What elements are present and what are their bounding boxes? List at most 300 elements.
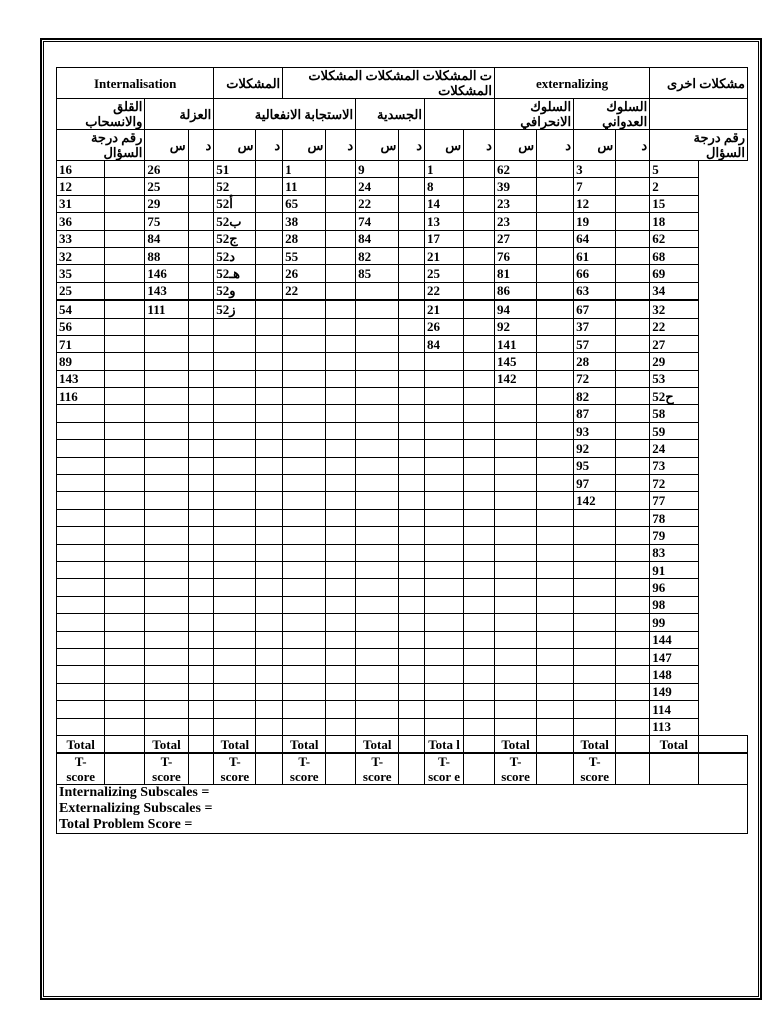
table-cell[interactable]: [188, 300, 214, 318]
table-cell: [574, 683, 616, 700]
table-cell[interactable]: [464, 422, 495, 439]
table-cell[interactable]: [256, 300, 283, 318]
tscore-value[interactable]: [326, 753, 356, 785]
table-cell[interactable]: [256, 195, 283, 212]
table-cell[interactable]: [537, 265, 574, 282]
table-cell[interactable]: [188, 230, 214, 247]
table-cell[interactable]: [537, 648, 574, 665]
table-cell[interactable]: [188, 631, 214, 648]
table-cell[interactable]: [256, 701, 283, 718]
table-cell[interactable]: [616, 370, 650, 387]
table-cell[interactable]: [256, 230, 283, 247]
table-cell[interactable]: [399, 666, 425, 683]
table-cell[interactable]: [256, 265, 283, 282]
table-cell[interactable]: [105, 370, 145, 387]
table-cell[interactable]: [256, 213, 283, 230]
table-cell: [283, 370, 326, 387]
table-cell[interactable]: [256, 579, 283, 596]
table-cell[interactable]: [537, 335, 574, 352]
table-cell: 93: [574, 422, 616, 439]
table-cell[interactable]: [105, 353, 145, 370]
table-cell[interactable]: [105, 213, 145, 230]
table-cell[interactable]: [616, 422, 650, 439]
table-cell[interactable]: [188, 666, 214, 683]
table-cell[interactable]: [326, 614, 356, 631]
table-cell[interactable]: [188, 195, 214, 212]
table-cell[interactable]: [464, 561, 495, 578]
table-cell[interactable]: [105, 509, 145, 526]
table-cell[interactable]: [399, 561, 425, 578]
table-cell[interactable]: [464, 405, 495, 422]
table-cell[interactable]: [326, 230, 356, 247]
table-cell[interactable]: [105, 492, 145, 509]
table-cell[interactable]: [616, 648, 650, 665]
table-cell[interactable]: [188, 544, 214, 561]
table-cell[interactable]: [326, 648, 356, 665]
tscore-value[interactable]: [105, 753, 145, 785]
table-cell[interactable]: [464, 527, 495, 544]
table-cell[interactable]: [464, 492, 495, 509]
table-cell[interactable]: [616, 701, 650, 718]
table-cell[interactable]: [326, 527, 356, 544]
table-cell[interactable]: [105, 666, 145, 683]
table-cell: [145, 631, 188, 648]
table-cell[interactable]: [464, 440, 495, 457]
table-cell[interactable]: [326, 683, 356, 700]
table-cell[interactable]: [399, 353, 425, 370]
table-cell[interactable]: [188, 335, 214, 352]
table-cell[interactable]: [399, 509, 425, 526]
table-cell[interactable]: [188, 492, 214, 509]
table-cell[interactable]: [464, 631, 495, 648]
table-cell[interactable]: [464, 509, 495, 526]
table-cell[interactable]: [105, 596, 145, 613]
table-cell[interactable]: [105, 457, 145, 474]
table-cell[interactable]: [326, 701, 356, 718]
table-cell[interactable]: [256, 614, 283, 631]
total-value[interactable]: [698, 735, 748, 753]
aggressive-header: السلوك العدواني: [574, 99, 650, 130]
table-cell[interactable]: [464, 614, 495, 631]
table-cell[interactable]: [105, 614, 145, 631]
table-cell[interactable]: [464, 318, 495, 335]
table-cell[interactable]: [616, 318, 650, 335]
table-cell[interactable]: [256, 596, 283, 613]
table-cell[interactable]: [464, 247, 495, 264]
table-cell[interactable]: [105, 422, 145, 439]
table-cell[interactable]: [464, 683, 495, 700]
table-cell[interactable]: [399, 544, 425, 561]
table-cell[interactable]: [399, 405, 425, 422]
table-cell[interactable]: [399, 631, 425, 648]
table-cell[interactable]: [399, 161, 425, 178]
table-cell[interactable]: [464, 596, 495, 613]
table-cell[interactable]: [326, 492, 356, 509]
table-cell[interactable]: [464, 701, 495, 718]
table-cell[interactable]: [326, 247, 356, 264]
table-cell[interactable]: [399, 683, 425, 700]
table-cell[interactable]: [616, 265, 650, 282]
table-cell[interactable]: [256, 405, 283, 422]
table-cell[interactable]: [399, 475, 425, 492]
table-cell[interactable]: [188, 388, 214, 405]
table-cell[interactable]: [616, 579, 650, 596]
table-cell[interactable]: [616, 335, 650, 352]
table-cell[interactable]: [105, 475, 145, 492]
table-cell[interactable]: [188, 614, 214, 631]
table-cell[interactable]: [326, 195, 356, 212]
table-cell[interactable]: [326, 282, 356, 300]
table-cell[interactable]: [188, 370, 214, 387]
table-cell[interactable]: [399, 718, 425, 735]
table-cell[interactable]: [537, 353, 574, 370]
table-row: [57, 440, 748, 457]
table-cell[interactable]: [537, 544, 574, 561]
table-cell[interactable]: [256, 370, 283, 387]
table-cell[interactable]: [105, 718, 145, 735]
table-cell[interactable]: [616, 353, 650, 370]
table-cell[interactable]: [399, 492, 425, 509]
tscore-value[interactable]: [616, 753, 650, 785]
table-cell[interactable]: [326, 631, 356, 648]
table-cell[interactable]: [399, 247, 425, 264]
table-cell[interactable]: [326, 405, 356, 422]
table-cell[interactable]: [188, 561, 214, 578]
table-cell[interactable]: [188, 440, 214, 457]
scoring-table: [56, 67, 748, 834]
table-cell[interactable]: [326, 596, 356, 613]
total-value[interactable]: [464, 735, 495, 753]
table-cell[interactable]: [464, 353, 495, 370]
table-cell[interactable]: [256, 561, 283, 578]
table-cell[interactable]: [616, 614, 650, 631]
table-cell[interactable]: [326, 718, 356, 735]
table-cell[interactable]: [105, 561, 145, 578]
table-cell[interactable]: [399, 195, 425, 212]
table-cell[interactable]: [616, 213, 650, 230]
tscore-value[interactable]: [256, 753, 283, 785]
table-cell[interactable]: [188, 701, 214, 718]
table-cell[interactable]: [616, 457, 650, 474]
table-cell[interactable]: [105, 247, 145, 264]
table-cell[interactable]: [464, 195, 495, 212]
table-cell[interactable]: [326, 370, 356, 387]
table-cell[interactable]: [537, 300, 574, 318]
table-cell[interactable]: [188, 161, 214, 178]
table-cell[interactable]: [616, 388, 650, 405]
table-cell[interactable]: [256, 282, 283, 300]
table-cell[interactable]: [326, 666, 356, 683]
table-cell[interactable]: [537, 579, 574, 596]
table-cell[interactable]: [105, 335, 145, 352]
table-cell[interactable]: [616, 492, 650, 509]
table-cell[interactable]: [616, 195, 650, 212]
table-cell[interactable]: [537, 422, 574, 439]
table-cell[interactable]: [399, 614, 425, 631]
table-cell[interactable]: [326, 161, 356, 178]
tscore-value[interactable]: [188, 753, 214, 785]
table-cell[interactable]: [188, 579, 214, 596]
table-cell: 1: [283, 161, 326, 178]
table-cell[interactable]: [105, 701, 145, 718]
table-cell[interactable]: [256, 631, 283, 648]
table-cell[interactable]: [464, 161, 495, 178]
table-cell[interactable]: [256, 178, 283, 195]
table-cell[interactable]: [464, 178, 495, 195]
table-cell[interactable]: [537, 230, 574, 247]
table-cell[interactable]: [105, 265, 145, 282]
table-cell[interactable]: [326, 300, 356, 318]
table-cell: [214, 527, 256, 544]
table-cell[interactable]: [399, 701, 425, 718]
table-cell[interactable]: [616, 230, 650, 247]
table-cell[interactable]: [188, 527, 214, 544]
table-cell[interactable]: [105, 282, 145, 300]
table-cell[interactable]: [256, 457, 283, 474]
table-cell[interactable]: [537, 475, 574, 492]
table-cell[interactable]: [326, 318, 356, 335]
table-cell[interactable]: [616, 561, 650, 578]
table-cell[interactable]: [616, 300, 650, 318]
table-cell[interactable]: [188, 282, 214, 300]
table-cell[interactable]: [399, 318, 425, 335]
tscore-label: T- scor e: [425, 753, 464, 785]
table-cell[interactable]: [464, 370, 495, 387]
table-cell[interactable]: [616, 596, 650, 613]
table-cell[interactable]: [256, 683, 283, 700]
table-cell[interactable]: [399, 422, 425, 439]
table-cell[interactable]: [537, 405, 574, 422]
table-cell: [356, 527, 399, 544]
s-label: س: [283, 130, 326, 161]
table-cell[interactable]: [105, 161, 145, 178]
table-cell[interactable]: [326, 178, 356, 195]
table-cell[interactable]: [616, 440, 650, 457]
table-cell: 5: [650, 161, 698, 178]
table-cell[interactable]: [188, 405, 214, 422]
total-value[interactable]: [537, 735, 574, 753]
table-cell[interactable]: [256, 318, 283, 335]
table-cell[interactable]: [537, 631, 574, 648]
table-cell[interactable]: [188, 718, 214, 735]
table-cell[interactable]: [537, 492, 574, 509]
table-cell[interactable]: [464, 579, 495, 596]
table-cell[interactable]: [537, 718, 574, 735]
table-cell[interactable]: [616, 527, 650, 544]
table-cell[interactable]: [105, 579, 145, 596]
table-cell[interactable]: [537, 596, 574, 613]
table-cell[interactable]: [399, 596, 425, 613]
table-cell[interactable]: [326, 440, 356, 457]
table-cell[interactable]: [537, 282, 574, 300]
table-cell[interactable]: [464, 300, 495, 318]
table-cell[interactable]: [616, 247, 650, 264]
table-cell[interactable]: [188, 247, 214, 264]
table-cell: [145, 457, 188, 474]
table-cell[interactable]: [616, 475, 650, 492]
table-cell[interactable]: [399, 579, 425, 596]
table-cell[interactable]: [105, 527, 145, 544]
table-cell[interactable]: [326, 509, 356, 526]
table-cell[interactable]: [616, 683, 650, 700]
table-cell[interactable]: [464, 457, 495, 474]
table-cell[interactable]: [105, 544, 145, 561]
table-cell[interactable]: [326, 335, 356, 352]
table-cell[interactable]: [464, 718, 495, 735]
table-cell: [283, 718, 326, 735]
table-cell[interactable]: [326, 561, 356, 578]
table-cell[interactable]: [256, 666, 283, 683]
table-cell[interactable]: [537, 440, 574, 457]
total-value[interactable]: [188, 735, 214, 753]
table-cell[interactable]: [537, 195, 574, 212]
table-cell[interactable]: [256, 718, 283, 735]
table-cell[interactable]: [188, 422, 214, 439]
table-cell[interactable]: [256, 422, 283, 439]
table-cell[interactable]: [399, 265, 425, 282]
table-cell[interactable]: [256, 492, 283, 509]
table-cell[interactable]: [188, 213, 214, 230]
table-cell[interactable]: [616, 405, 650, 422]
table-cell[interactable]: [256, 648, 283, 665]
table-cell[interactable]: [256, 388, 283, 405]
table-cell[interactable]: [256, 527, 283, 544]
table-cell[interactable]: [537, 161, 574, 178]
table-cell[interactable]: [537, 509, 574, 526]
table-cell[interactable]: [326, 475, 356, 492]
table-cell[interactable]: [256, 440, 283, 457]
table-cell[interactable]: [399, 527, 425, 544]
table-cell[interactable]: [399, 440, 425, 457]
table-cell[interactable]: [399, 300, 425, 318]
table-cell[interactable]: [537, 247, 574, 264]
tscore-value[interactable]: [464, 753, 495, 785]
table-cell[interactable]: [188, 265, 214, 282]
table-cell[interactable]: [464, 282, 495, 300]
table-cell[interactable]: [399, 213, 425, 230]
table-cell[interactable]: [105, 318, 145, 335]
table-cell[interactable]: [326, 213, 356, 230]
table-cell[interactable]: [537, 178, 574, 195]
table-cell[interactable]: [326, 353, 356, 370]
table-cell[interactable]: [326, 544, 356, 561]
table-cell[interactable]: [616, 718, 650, 735]
table-cell[interactable]: [616, 178, 650, 195]
table-cell[interactable]: [399, 230, 425, 247]
table-cell[interactable]: [537, 683, 574, 700]
table-cell[interactable]: [326, 388, 356, 405]
table-cell[interactable]: [188, 318, 214, 335]
table-cell: [145, 718, 188, 735]
table-cell[interactable]: [256, 475, 283, 492]
table-cell[interactable]: [188, 683, 214, 700]
table-cell[interactable]: [616, 666, 650, 683]
table-cell[interactable]: [256, 353, 283, 370]
table-cell[interactable]: [464, 265, 495, 282]
table-cell[interactable]: [464, 475, 495, 492]
table-cell[interactable]: [188, 596, 214, 613]
table-cell[interactable]: [399, 282, 425, 300]
table-cell[interactable]: [464, 666, 495, 683]
table-cell[interactable]: [326, 457, 356, 474]
table-cell[interactable]: [326, 265, 356, 282]
table-cell[interactable]: [464, 335, 495, 352]
table-cell[interactable]: [537, 370, 574, 387]
table-cell[interactable]: [537, 561, 574, 578]
table-cell[interactable]: [188, 509, 214, 526]
table-cell[interactable]: [537, 213, 574, 230]
table-cell[interactable]: [326, 422, 356, 439]
total-value[interactable]: [616, 735, 650, 753]
table-cell[interactable]: [256, 335, 283, 352]
total-value[interactable]: [256, 735, 283, 753]
table-cell[interactable]: [537, 457, 574, 474]
table-cell[interactable]: [537, 701, 574, 718]
table-cell[interactable]: [188, 353, 214, 370]
table-cell[interactable]: [616, 161, 650, 178]
tscore-value[interactable]: [537, 753, 574, 785]
table-cell[interactable]: [464, 648, 495, 665]
table-cell[interactable]: [105, 631, 145, 648]
table-cell[interactable]: [105, 300, 145, 318]
table-cell[interactable]: [105, 683, 145, 700]
table-cell[interactable]: [105, 195, 145, 212]
table-cell[interactable]: [464, 544, 495, 561]
table-cell[interactable]: [256, 247, 283, 264]
table-cell[interactable]: [188, 178, 214, 195]
table-cell[interactable]: [537, 666, 574, 683]
table-cell[interactable]: [616, 509, 650, 526]
table-cell[interactable]: [537, 388, 574, 405]
table-cell[interactable]: [399, 178, 425, 195]
table-cell[interactable]: [105, 388, 145, 405]
table-cell[interactable]: [616, 544, 650, 561]
tscore-value[interactable]: [399, 753, 425, 785]
table-cell[interactable]: [537, 527, 574, 544]
table-cell[interactable]: [105, 405, 145, 422]
table-cell[interactable]: [464, 213, 495, 230]
table-cell[interactable]: [464, 388, 495, 405]
table-cell[interactable]: [105, 648, 145, 665]
table-row: [57, 492, 748, 509]
table-cell[interactable]: [537, 614, 574, 631]
total-value[interactable]: [105, 735, 145, 753]
table-cell[interactable]: [105, 440, 145, 457]
table-cell[interactable]: [105, 230, 145, 247]
table-cell[interactable]: [188, 648, 214, 665]
table-cell[interactable]: [105, 178, 145, 195]
table-cell[interactable]: [188, 475, 214, 492]
table-cell[interactable]: [399, 370, 425, 387]
table-cell[interactable]: [188, 457, 214, 474]
table-cell[interactable]: [399, 457, 425, 474]
total-value[interactable]: [326, 735, 356, 753]
table-cell[interactable]: [616, 631, 650, 648]
total-value[interactable]: [399, 735, 425, 753]
table-cell[interactable]: [537, 318, 574, 335]
table-cell[interactable]: [616, 282, 650, 300]
table-cell[interactable]: [399, 388, 425, 405]
table-cell[interactable]: [399, 648, 425, 665]
table-cell[interactable]: [256, 544, 283, 561]
table-cell[interactable]: [464, 230, 495, 247]
table-cell[interactable]: [399, 335, 425, 352]
table-cell[interactable]: [326, 579, 356, 596]
table-cell[interactable]: [256, 161, 283, 178]
table-cell[interactable]: [256, 509, 283, 526]
delinquent-header: السلوك الانحرافي: [494, 99, 573, 130]
table-cell: 114: [650, 701, 698, 718]
